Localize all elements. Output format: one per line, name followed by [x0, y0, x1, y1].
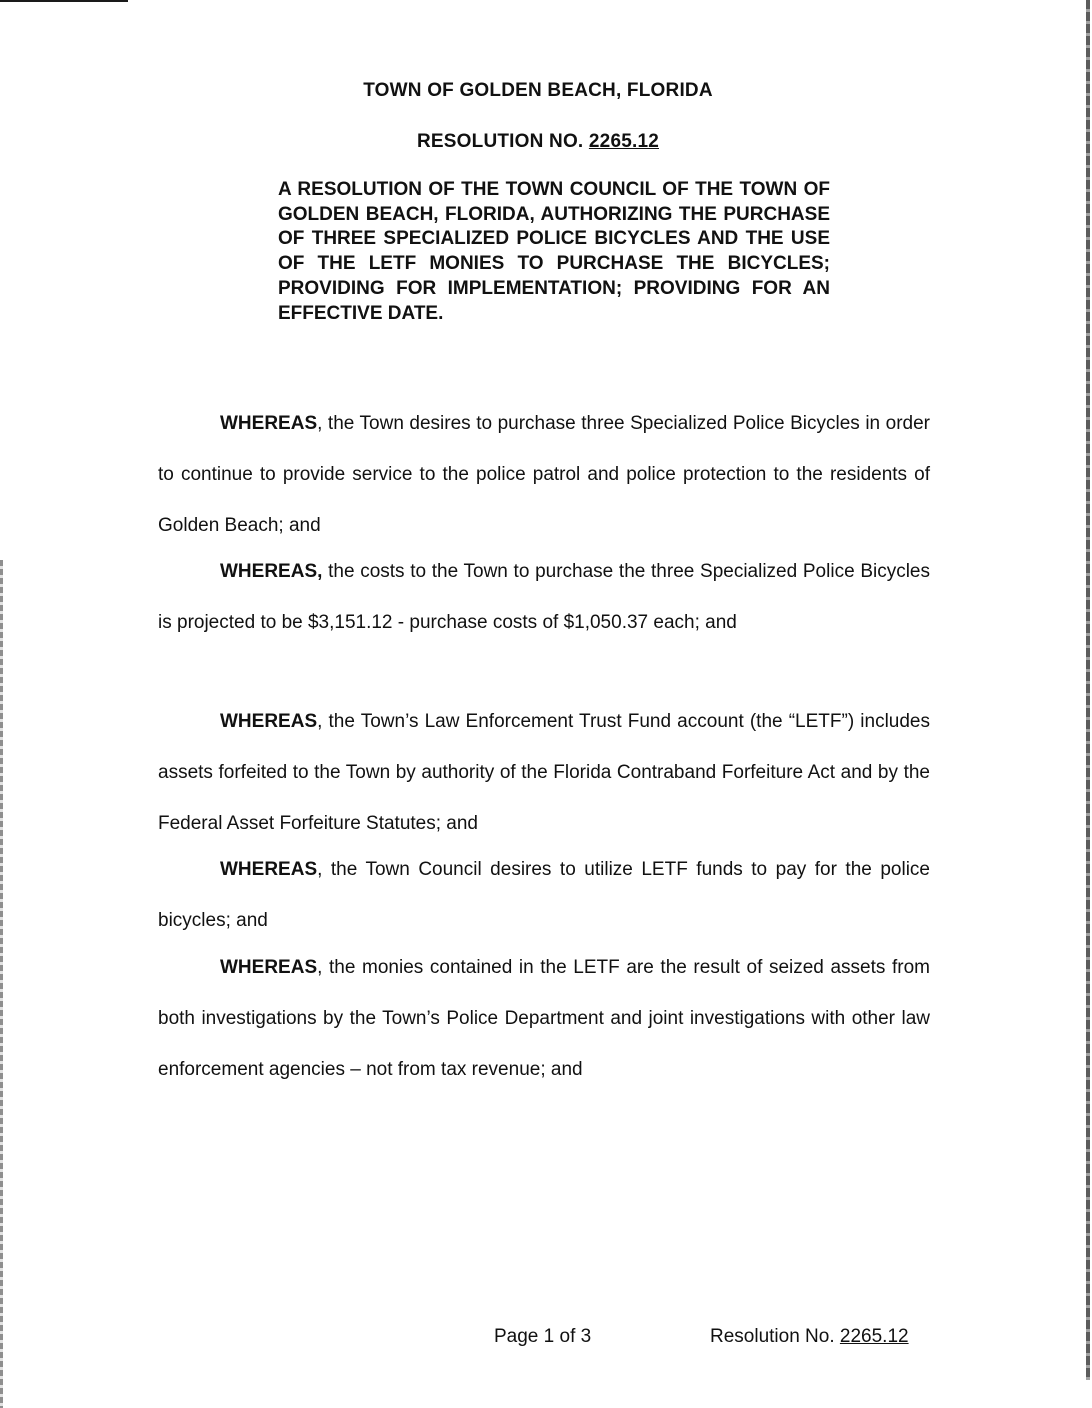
- whereas-paragraph: [158, 942, 930, 1095]
- scan-artifact-corner: [0, 0, 128, 2]
- whereas-text: , the Town Council desires to utilize LETF funds to pay for the police bicycles; and: [158, 859, 930, 931]
- whereas-paragraph: [158, 696, 930, 849]
- resolution-number: 2265.12: [588, 131, 659, 152]
- resolution-prefix: RESOLUTION NO.: [417, 131, 589, 152]
- whereas-text: the costs to the Town to purchase the three Specialized Police Bicycles is projected to be $3,151.12 - purchase costs of $1,050.37 each; and: [158, 561, 930, 633]
- whereas-keyword: WHEREAS: [220, 957, 318, 978]
- scan-artifact-left-edge: [0, 560, 3, 1408]
- resolution-title: A RESOLUTION OF THE TOWN COUNCIL OF THE TOWN OF GOLDEN BEACH, FLORIDA, AUTHORIZING THE PURCHASE OF THREE SPECIALIZED POLICE BICYCLES AND THE USE OF THE LETF MONIES TO PURCHASE THE BICYCLES; PROVIDING FOR IMPLEMENTATION; PROVIDING FOR AN EFFECTIVE DATE.: [278, 179, 830, 324]
- footer-resolution: [710, 1326, 909, 1348]
- page-number: Page 1 of 3: [494, 1326, 592, 1347]
- whereas-keyword: WHEREAS: [220, 413, 318, 434]
- whereas-text: , the Town’s Law Enforcement Trust Fund account (the “LETF”) includes assets forfeited to the Town by authority of the Florida Contraband Forfeiture Act and by the Federal Asset Forfeiture Statutes; and: [158, 711, 930, 834]
- whereas-paragraph: [158, 844, 930, 946]
- whereas-keyword: WHEREAS,: [220, 561, 323, 582]
- resolution-heading: [0, 131, 1076, 153]
- footer-resolution-prefix: Resolution No.: [710, 1326, 840, 1347]
- whereas-paragraph: [158, 398, 930, 551]
- footer-resolution-number: 2265.12: [839, 1326, 909, 1347]
- whereas-text: , the Town desires to purchase three Specialized Police Bicycles in order to continue to provide service to the police patrol and police protection to the residents of Golden Beach; and: [158, 413, 930, 536]
- whereas-paragraph: [158, 546, 930, 648]
- town-heading: TOWN OF GOLDEN BEACH, FLORIDA: [363, 80, 713, 101]
- whereas-keyword: WHEREAS: [220, 711, 318, 732]
- scan-artifact-right-edge: [1086, 0, 1090, 1380]
- whereas-text: , the monies contained in the LETF are the result of seized assets from both investigations by the Town’s Police Department and joint investigations with other law enforcement agencies – not from tax revenue; and: [158, 957, 930, 1080]
- whereas-keyword: WHEREAS: [220, 859, 318, 880]
